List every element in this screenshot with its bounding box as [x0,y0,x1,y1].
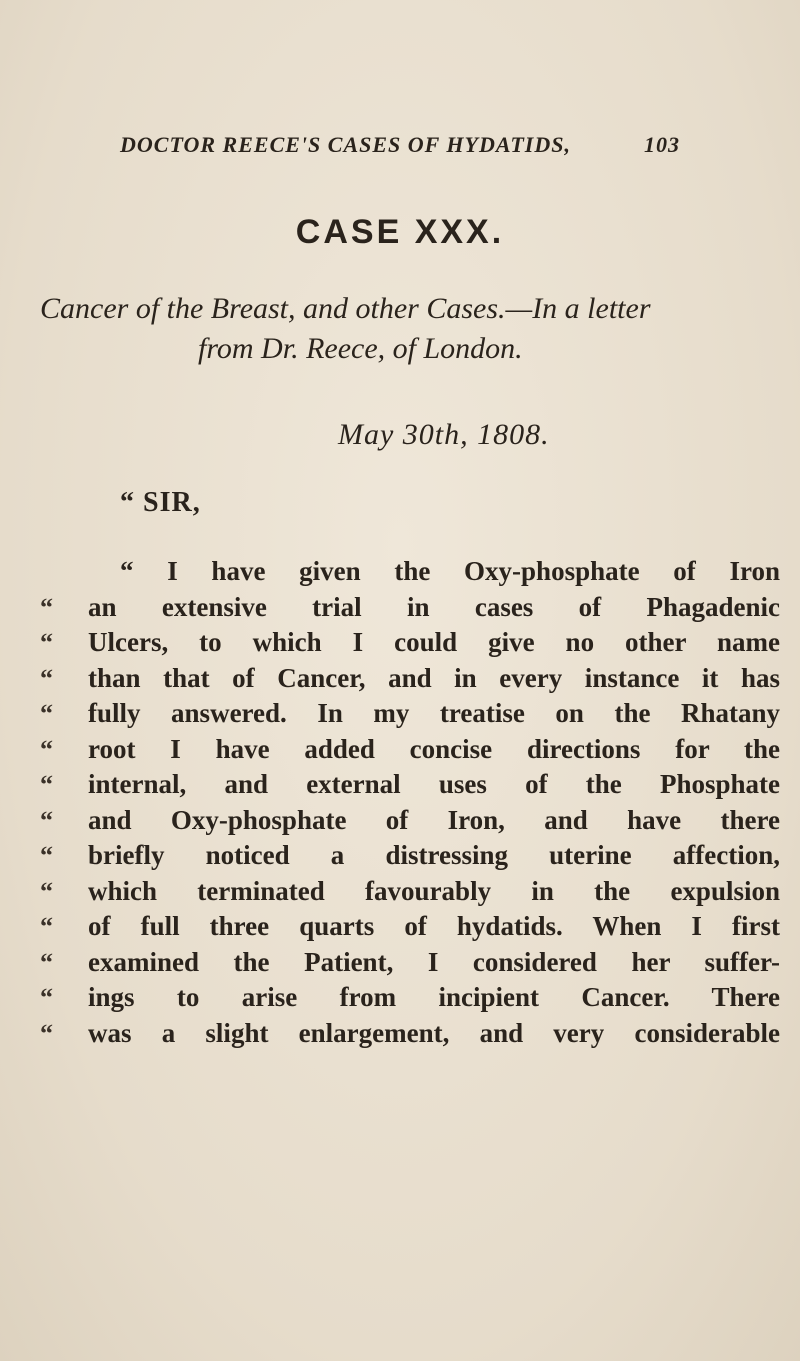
quote-mark: “ [40,592,53,622]
running-head-title: DOCTOR REECE'S CASES OF HYDATIDS, [120,132,571,157]
quote-mark: “ [40,983,53,1012]
quote-mark: “ [40,805,53,835]
text-line-content: fully answered. In my treatise on the Rhatany [88,698,780,728]
text-line [40,840,780,876]
text-line [40,1018,780,1054]
quote-mark: “ [40,663,53,693]
quote-mark: “ [40,628,53,657]
text-line-content: an extensive trial in cases of Phagadenic [88,591,780,622]
page-number: 103 [644,132,680,157]
letter-date: May 30th, 1808. [338,418,550,451]
quote-mark: “ [40,770,53,799]
quote-mark: “ [40,1018,53,1048]
quote-mark: “ [40,947,53,977]
text-line [40,805,780,841]
text-line-content: “ I have given the Oxy-phosphate of Iron [120,556,780,586]
text-line-content: of full three quarts of hydatids. When I first [88,911,780,941]
text-line [40,663,780,699]
running-head [120,132,680,158]
quote-mark: “ [40,876,53,906]
letter-body [40,556,780,1053]
text-line-content: and Oxy-phosphate of Iron, and have there [88,804,780,835]
text-line-content: examined the Patient, I considered her suffer- [88,946,780,977]
subtitle-line-2: from Dr. Reece, of London. [198,332,523,365]
text-line [40,556,780,592]
text-line-content: root I have added concise directions for the [88,733,780,764]
text-line-content: ings to arise from incipient Cancer. There [88,982,780,1012]
text-line [40,876,780,912]
text-line [40,734,780,770]
text-line [40,982,780,1018]
text-line-content: which terminated favourably in the expulsion [88,875,780,906]
text-line [40,627,780,663]
text-line [40,698,780,734]
text-line-content: internal, and external uses of the Phosphate [88,769,780,799]
subtitle-line-1: Cancer of the Breast, and other Cases.—In a letter [40,292,651,325]
text-line-content: than that of Cancer, and in every instance it has [88,662,780,693]
case-title: CASE XXX. [295,213,505,251]
text-line-content: Ulcers, to which I could give no other name [88,627,780,657]
quote-mark: “ [40,912,53,941]
text-line-content: was a slight enlargement, and very considerable [88,1017,780,1048]
quote-mark: “ [40,699,53,728]
salutation: “ SIR, [120,487,201,518]
text-line [40,911,780,947]
text-line [40,769,780,805]
text-line [40,592,780,628]
text-line-content: briefly noticed a distressing uterine affection, [88,840,780,870]
quote-mark: “ [40,734,53,764]
quote-mark: “ [40,841,53,870]
text-line [40,947,780,983]
